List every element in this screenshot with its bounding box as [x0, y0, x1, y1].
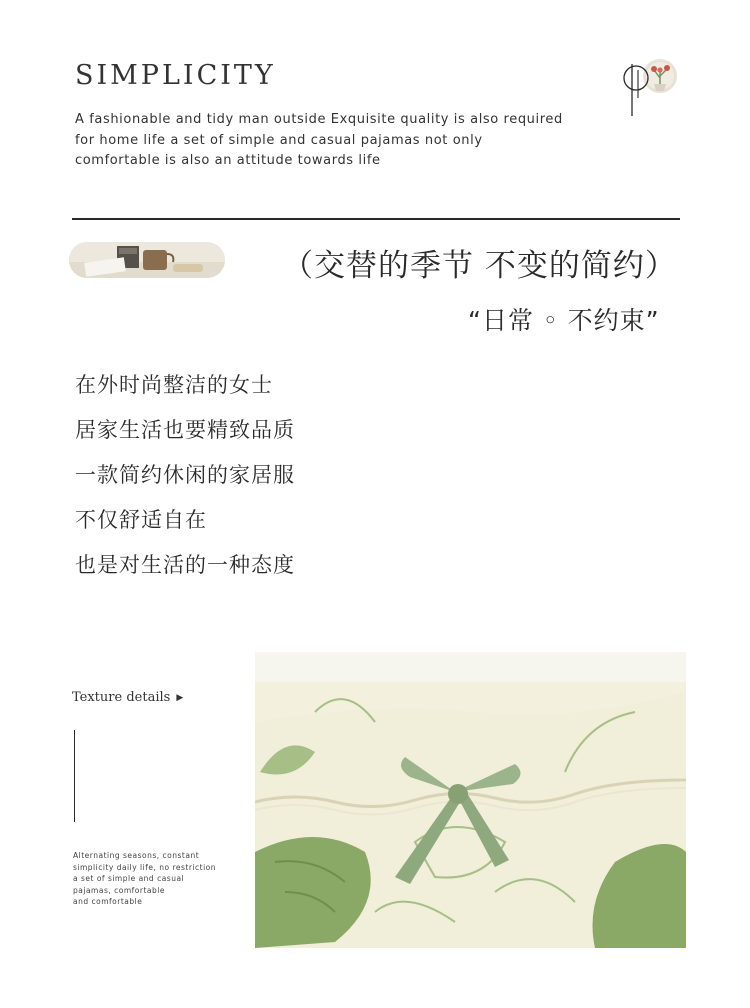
page-title: SIMPLICITY: [75, 60, 276, 91]
flower-vase-icon: [618, 58, 680, 120]
vertical-divider: [74, 730, 75, 822]
caption-line: simplicity daily life, no restriction: [73, 862, 216, 872]
banner-title: （交替的季节 不变的简约）: [282, 248, 677, 284]
poem-line: 在外时尚整洁的女士: [75, 373, 273, 397]
description-line: comfortable is also an attitude towards life: [75, 153, 381, 168]
caption-line: pajamas, comfortable: [73, 885, 165, 895]
header-divider: [72, 218, 680, 220]
poem-line: 居家生活也要精致品质: [75, 418, 295, 442]
poem-lines: [75, 368, 295, 593]
description-line: A fashionable and tidy man outside Exquisite quality is also required: [75, 112, 563, 127]
triangle-right-icon: ▶: [176, 693, 184, 703]
fabric-bow-photo: [255, 652, 686, 948]
description-line: for home life a set of simple and casual pajamas not only: [75, 132, 483, 148]
texture-details-label: [72, 690, 183, 705]
still-life-photo-icon: [69, 242, 225, 278]
caption-line: and comfortable: [73, 897, 143, 906]
caption-line: Alternating seasons, constant: [73, 851, 200, 860]
poem-line: 也是对生活的一种态度: [75, 553, 295, 577]
texture-label-text: Texture details: [72, 690, 171, 705]
poem-line: 不仅舒适自在: [75, 508, 207, 532]
intro-description: [75, 110, 595, 172]
caption-line: a set of simple and casual: [73, 874, 185, 883]
poem-line: 一款简约休闲的家居服: [75, 463, 295, 487]
banner-subtitle: “日常 ◦ 不约束”: [468, 306, 660, 335]
texture-caption: [73, 850, 216, 908]
